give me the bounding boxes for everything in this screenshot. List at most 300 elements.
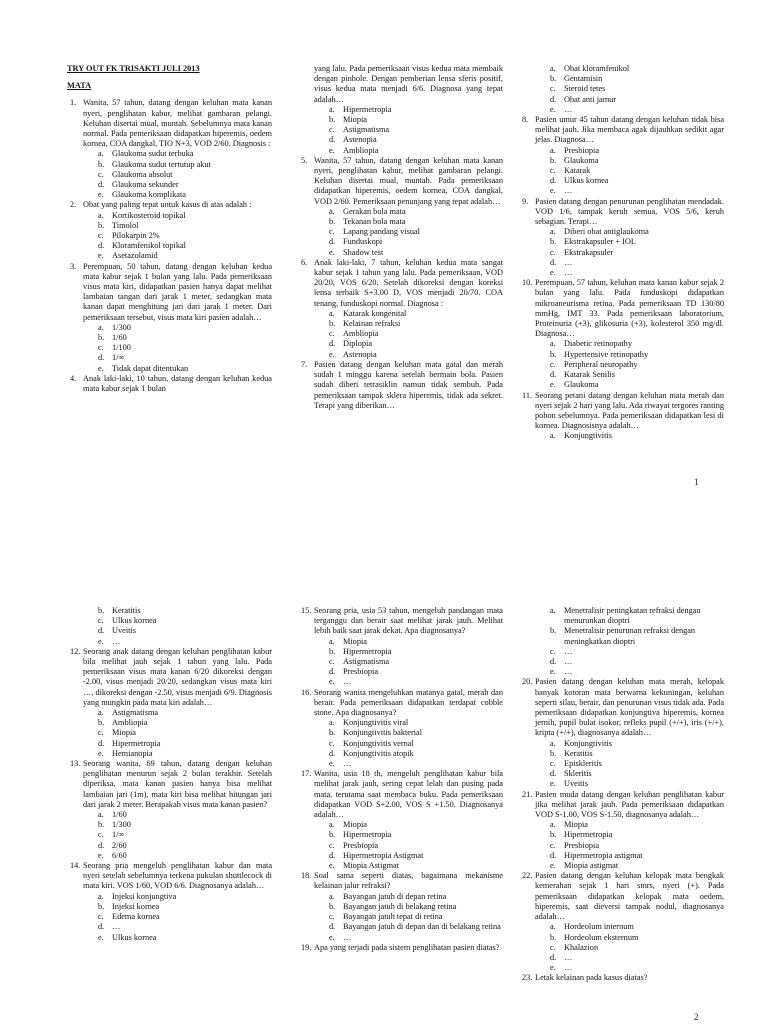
option-text: Miopia astigmat bbox=[564, 861, 619, 871]
option-text: Ekstrakapsuler bbox=[564, 247, 614, 257]
option-letter: c. bbox=[550, 759, 556, 769]
option-text: Miopia bbox=[343, 820, 367, 830]
option-letter: e. bbox=[98, 251, 104, 261]
option-text: 1/300 bbox=[112, 322, 131, 332]
option-letter: a. bbox=[550, 820, 556, 830]
option-text: Hemianopia bbox=[112, 748, 153, 758]
option-letter: a. bbox=[329, 820, 335, 830]
answer-option bbox=[550, 186, 724, 196]
option-text: Hipermetropia bbox=[564, 830, 613, 840]
option-text: … bbox=[564, 104, 573, 114]
option-letter: e. bbox=[550, 667, 556, 677]
option-letter: c. bbox=[550, 247, 556, 257]
answer-option bbox=[550, 166, 724, 176]
question-number: 14. bbox=[70, 861, 81, 871]
option-letter: b. bbox=[98, 820, 105, 830]
option-text: 1/60 bbox=[112, 333, 127, 343]
question-item bbox=[298, 769, 503, 871]
option-letter: d. bbox=[550, 657, 557, 667]
option-text: Konjungtivitis viral bbox=[343, 718, 409, 728]
option-text: Diberi obat antiglaukoma bbox=[564, 227, 649, 237]
answer-option bbox=[550, 943, 724, 953]
answer-option bbox=[329, 135, 503, 145]
answer-option bbox=[329, 350, 503, 360]
page1-column-2 bbox=[298, 64, 503, 411]
option-text: Hipermetropia bbox=[343, 646, 392, 656]
question-number: 5. bbox=[301, 155, 308, 165]
page2-column-1 bbox=[67, 606, 272, 943]
answer-option bbox=[329, 902, 503, 912]
option-letter: d. bbox=[329, 922, 336, 932]
answer-option bbox=[550, 769, 724, 779]
answer-option bbox=[98, 323, 272, 333]
answer-option bbox=[98, 160, 272, 170]
options-list bbox=[298, 718, 503, 769]
question-number: 11. bbox=[522, 390, 533, 400]
answer-option bbox=[550, 156, 724, 166]
option-text: Menetralisir penurunan refraksi dengan meningkatkan dioptri bbox=[564, 626, 696, 646]
question-item bbox=[519, 677, 724, 789]
option-text: 1/300 bbox=[112, 820, 131, 830]
question-text: Perempuan, 57 tahun, keluhan mata kanan kabur sejak 2 bulan yang lalu. Pada funduskopi didapatkan mikroaneurisma retina. Pada pemeriksaan TD 130/80 mmHg, IMT 33. Pada pemeriksaan laboratorium, Proteinuria (+3), glikosuria (+3), kolesterol 350 mg/dl. Diagnosa… bbox=[535, 278, 724, 339]
answer-option bbox=[329, 115, 503, 125]
answer-option bbox=[329, 922, 503, 932]
option-letter: c. bbox=[329, 329, 335, 339]
question-item bbox=[67, 374, 272, 394]
option-text: Miopia Astigmat bbox=[343, 861, 400, 871]
option-letter: b. bbox=[98, 718, 105, 728]
option-letter: c. bbox=[329, 125, 335, 135]
answer-option bbox=[550, 922, 724, 932]
option-letter: c. bbox=[329, 840, 335, 850]
answer-option bbox=[98, 353, 272, 363]
option-text: Steroid tetes bbox=[564, 84, 606, 94]
option-letter: a. bbox=[550, 738, 556, 748]
option-letter: a. bbox=[98, 210, 104, 220]
page2-column-3 bbox=[519, 606, 724, 984]
answer-option bbox=[329, 217, 503, 227]
answer-option bbox=[550, 657, 724, 667]
option-letter: e. bbox=[98, 850, 104, 860]
question-item bbox=[519, 871, 724, 973]
answer-option bbox=[98, 606, 272, 616]
option-text: Presbiopia bbox=[343, 667, 379, 677]
answer-option bbox=[98, 922, 272, 932]
question-text: Pasien datang dengan keluhan mata gatal dan merah sudah 1 minggu karena setelah bermain bola. Pasien sudah diberi tetrasiklin namun tidak sembuh. Pada pemeriksaan tampak sklera hiperemis, tidak ada sekret. Terapi yang diberikan… bbox=[314, 359, 503, 410]
question-number: 22. bbox=[522, 871, 533, 881]
option-letter: b. bbox=[550, 237, 557, 247]
option-letter: d. bbox=[329, 339, 336, 349]
answer-option bbox=[98, 149, 272, 159]
option-letter: d. bbox=[98, 922, 105, 932]
options-list bbox=[67, 211, 272, 262]
option-text: Glaukoma sekunder bbox=[112, 180, 179, 190]
answer-option bbox=[329, 933, 503, 943]
question-text: Wanita, usia 18 th, mengeluh penglihatan kabur bila melihat jarak jauh, sering cepat lelah dan pusing pada mata, terutama saat membaca buku. Pada pemeriksaan didapatkan VOD S+2.00, VOS S +1.50. Diagnosanya adalah… bbox=[314, 769, 503, 820]
question-text: Anak laki-laki, 7 tahun, keluhan kedua mata sangat kabur sejak 1 tahun yang lalu. Pada pemeriksaan, VOD 20/20, VOS 6/20. Setelah dikoreksi dengan koreksi lensa terbaik S+3.00 D, VOS menjadi 20/70. COA tenang, funduskopi normal. Diagnosa : bbox=[314, 257, 503, 308]
option-text: Glaukoma absolut bbox=[112, 169, 173, 179]
option-letter: e. bbox=[98, 190, 104, 200]
answer-option bbox=[550, 350, 724, 360]
options-list bbox=[519, 820, 724, 871]
question-item bbox=[298, 258, 503, 360]
question-item bbox=[519, 973, 724, 983]
question-text: Soal sama seperti diatas, bagaimana mekanisme kelainan jalur refraksi? bbox=[314, 871, 503, 891]
answer-option bbox=[329, 657, 503, 667]
answer-option bbox=[550, 841, 724, 851]
option-letter: d. bbox=[98, 353, 105, 363]
option-text: Menetralisir peningkatan refraksi dengan menurunkan dioptri bbox=[564, 606, 701, 626]
question-continuation: yang lalu. Pada pemeriksaan visus kedua mata membaik dengan pinhole. Dengan pemberian lensa sferis positif, visus kedua mata menjadi 6/6. Diagnosa yang tepat adalah… bbox=[314, 64, 503, 104]
options-list bbox=[67, 892, 272, 943]
option-text: Lapang pandang visual bbox=[343, 227, 420, 237]
answer-option bbox=[329, 105, 503, 115]
answer-option bbox=[329, 759, 503, 769]
answer-option bbox=[550, 933, 724, 943]
options-list bbox=[67, 708, 272, 759]
option-letter: a. bbox=[550, 606, 556, 615]
option-text: Hipermetropia bbox=[112, 738, 161, 748]
option-text: Timolol bbox=[112, 220, 139, 230]
option-text: Hipermetropia Astigmat bbox=[343, 850, 424, 860]
answer-option bbox=[329, 841, 503, 851]
answer-option bbox=[550, 84, 724, 94]
options-list bbox=[67, 149, 272, 200]
option-letter: e. bbox=[329, 759, 335, 769]
answer-option bbox=[550, 105, 724, 115]
page-number: 1 bbox=[694, 477, 699, 487]
question-text: Pasien datang dengan penurunan penglihatan mendadak. VOD 1/6, tampak keruh semua, VOS 5/6, keruh sebagian. Terapi… bbox=[535, 196, 724, 227]
question-text: Seorang wanita, 69 tahun, datang dengan keluhan penglihatan menurun sejak 2 bulan terakhir. Setelah diperiksa, mata kanan pasien hanya bisa melihat lambaian jari (1m), mata kiri bisa melihat hitungan jari dari jarak 2 meter. Berapakah visus mata kanan pasien? bbox=[83, 759, 272, 809]
answer-option bbox=[550, 146, 724, 156]
option-text: Konjungtivitis atopik bbox=[343, 748, 414, 758]
answer-option bbox=[98, 231, 272, 241]
option-text: Tekanan bola mata bbox=[343, 217, 406, 227]
options-list bbox=[519, 146, 724, 197]
option-text: Kloramfenikol topikal bbox=[112, 241, 186, 251]
question-item bbox=[298, 360, 503, 411]
document-title: TRY OUT FK TRISAKTI JULI 2013 bbox=[67, 64, 200, 73]
option-text: … bbox=[564, 268, 573, 278]
answer-option bbox=[98, 749, 272, 759]
option-text: Miopia bbox=[564, 820, 588, 830]
option-text: Keratitis bbox=[112, 606, 141, 615]
option-text: Obat anti jamur bbox=[564, 94, 617, 104]
options-list bbox=[519, 64, 724, 115]
option-letter: c. bbox=[98, 912, 104, 922]
question-text: Pasien datang dengan keluhan kelopak mata bengkak kemerahan sejak 1 hari smrs, nyeri (+). Pada pemeriksaan didapatkan kelopak mata oedem, hiperemis, saat dieversi tampak nodul, diagnosanya adalah… bbox=[535, 871, 724, 922]
answer-option bbox=[98, 364, 272, 374]
answer-option bbox=[98, 637, 272, 647]
option-letter: a. bbox=[550, 922, 556, 932]
answer-option bbox=[329, 718, 503, 728]
option-letter: b. bbox=[98, 901, 105, 911]
options-list bbox=[519, 339, 724, 390]
answer-option bbox=[329, 861, 503, 871]
option-text: Peripheral neuropathy bbox=[564, 359, 638, 369]
answer-option bbox=[98, 343, 272, 353]
option-text: Funduskopi bbox=[343, 237, 383, 247]
option-letter: a. bbox=[329, 206, 335, 216]
question-item bbox=[298, 606, 503, 688]
option-letter: d. bbox=[329, 667, 336, 677]
answer-option bbox=[98, 728, 272, 738]
question-number: 7. bbox=[301, 359, 308, 369]
option-letter: c. bbox=[98, 231, 104, 241]
question-number: 23. bbox=[522, 973, 533, 983]
question-list bbox=[67, 647, 272, 943]
answer-option bbox=[550, 74, 724, 84]
option-text: Ambliopia bbox=[343, 145, 379, 155]
answer-option bbox=[550, 830, 724, 840]
document-page-2 bbox=[0, 512, 768, 1024]
option-letter: c. bbox=[550, 840, 556, 850]
answer-option bbox=[329, 820, 503, 830]
option-letter: d. bbox=[98, 840, 105, 850]
answer-option bbox=[550, 606, 724, 626]
answer-option bbox=[329, 830, 503, 840]
question-number: 3. bbox=[70, 261, 77, 271]
answer-option bbox=[550, 759, 724, 769]
question-list bbox=[519, 677, 724, 983]
option-letter: b. bbox=[550, 74, 557, 84]
option-text: … bbox=[564, 646, 573, 656]
question-text: Wanita, 57 tahun, datang dengan keluhan mata kanan nyeri, penglihatan kabur, melihat gambaran pelangi. Keluhan disertai mual, muntah. Pada pemeriksaan didapatkan hiperemis, oedem kornea, COA dangkal, VOD 2/60. Pemeriksaan penunjang yang tepat adalah… bbox=[314, 155, 503, 206]
answer-option bbox=[329, 851, 503, 861]
page2-column-2 bbox=[298, 606, 503, 953]
option-text: Skleritis bbox=[564, 769, 592, 779]
question-number: 10. bbox=[522, 278, 533, 288]
answer-option bbox=[550, 667, 724, 677]
options-list bbox=[298, 637, 503, 688]
options-list bbox=[298, 207, 503, 258]
question-list bbox=[298, 156, 503, 411]
option-text: Astigmatisma bbox=[112, 708, 159, 718]
question-text: Seorang pria mengeluh penglihatan kabur dan mata nyeri setelah sebelumnya terkena pukulan shuttlecock di mata kiri. VOS 1/60, VOD 6/6. Diagnosanya adalah… bbox=[83, 861, 272, 891]
question-number: 12. bbox=[70, 646, 81, 656]
question-item bbox=[519, 391, 724, 442]
option-letter: b. bbox=[550, 748, 557, 758]
option-letter: d. bbox=[550, 850, 557, 860]
question-text: Anak laki-laki, 10 tahun, datang dengan keluhan kedua mata kabur sejak 1 bulan bbox=[83, 373, 272, 394]
option-text: Ambliopia bbox=[343, 329, 379, 339]
option-letter: e. bbox=[550, 861, 556, 871]
option-text: Shadow test bbox=[343, 247, 384, 257]
option-letter: d. bbox=[329, 135, 336, 145]
option-letter: d. bbox=[98, 241, 105, 251]
option-letter: d. bbox=[98, 738, 105, 748]
answer-option bbox=[98, 190, 272, 200]
option-text: Bayangan jatuh tepat di retina bbox=[343, 912, 443, 922]
option-letter: a. bbox=[329, 104, 335, 114]
option-letter: d. bbox=[98, 626, 105, 636]
option-text: Presbiopia bbox=[343, 840, 379, 850]
option-letter: c. bbox=[329, 227, 335, 237]
answer-option bbox=[550, 64, 724, 74]
question-text: Pasien umur 45 tahun datang dengan keluhan tidak bisa melihat jauh. Jika membaca agak dijauhkan sedikit agar jelas. Diagnosa… bbox=[535, 115, 724, 145]
answer-option bbox=[98, 892, 272, 902]
options-list bbox=[298, 892, 503, 943]
option-letter: e. bbox=[329, 145, 335, 155]
option-text: Uveitis bbox=[112, 626, 136, 636]
question-item bbox=[298, 871, 503, 942]
option-text: Glaukoma sudut terbuka bbox=[112, 149, 194, 159]
option-letter: b. bbox=[98, 159, 105, 169]
option-text: 6/60 bbox=[112, 850, 127, 860]
question-text: Seorang anak datang dengan keluhan penglihatan kabur bila melihat jauh sejak 1 tahun yang lalu. Pada pemeriksaan visus mata kanan 6/20 dikoreksi dengan -2.00, visus menjadi 20/20, sedangkan visus mata kiri …, dikoreksi dengan -2.50, visus menjadi 6/9. Diagnosis yang mungkin pada mata kiri adalah… bbox=[83, 646, 272, 707]
question-item bbox=[67, 262, 272, 374]
question-item bbox=[298, 943, 503, 953]
option-text: Ulkus kornea bbox=[564, 176, 609, 186]
answer-option bbox=[329, 146, 503, 156]
answer-option bbox=[98, 708, 272, 718]
options-list bbox=[67, 810, 272, 861]
option-letter: c. bbox=[329, 912, 335, 922]
option-letter: b. bbox=[550, 830, 557, 840]
option-letter: e. bbox=[98, 748, 104, 758]
option-letter: e. bbox=[550, 779, 556, 789]
option-text: … bbox=[112, 636, 121, 646]
option-letter: e. bbox=[550, 104, 556, 114]
answer-option bbox=[329, 749, 503, 759]
option-text: Astigmatisma bbox=[343, 125, 390, 135]
option-text: Edema kornea bbox=[112, 912, 160, 922]
option-letter: b. bbox=[329, 217, 336, 227]
section-heading: MATA bbox=[67, 81, 92, 91]
question-list bbox=[298, 606, 503, 953]
option-letter: a. bbox=[550, 431, 556, 441]
answer-option bbox=[98, 739, 272, 749]
option-letter: e. bbox=[550, 186, 556, 196]
option-letter: c. bbox=[550, 646, 556, 656]
question-item bbox=[298, 156, 503, 258]
question-item bbox=[519, 197, 724, 279]
question-item bbox=[519, 278, 724, 390]
option-letter: a. bbox=[329, 636, 335, 646]
option-text: Astenopia bbox=[343, 349, 377, 359]
option-text: Glaukoma bbox=[564, 155, 599, 165]
options-list bbox=[298, 309, 503, 360]
option-letter: b. bbox=[329, 646, 336, 656]
question-item bbox=[519, 790, 724, 872]
option-letter: c. bbox=[98, 169, 104, 179]
answer-option bbox=[550, 339, 724, 349]
option-text: Bayangan jatuh di belakang retina bbox=[343, 901, 457, 911]
option-text: Pilokarpin 2% bbox=[112, 231, 160, 241]
question-item bbox=[67, 861, 272, 943]
answer-option bbox=[98, 933, 272, 943]
page1-column-3 bbox=[519, 64, 724, 442]
answer-option bbox=[98, 626, 272, 636]
option-letter: e. bbox=[98, 636, 104, 646]
option-letter: b. bbox=[329, 115, 336, 125]
option-text: 1/∞ bbox=[112, 353, 125, 363]
question-text: Seorang wanita mengeluhkan matanya gatal, merah dan berair. Pada pemeriksaan didapatkan terdapat cobble stone. Apa diagnosanya? bbox=[314, 687, 503, 718]
option-text: Hipermetropia astigmat bbox=[564, 850, 643, 860]
question-number: 2. bbox=[70, 200, 77, 210]
option-text: Glaukoma bbox=[564, 380, 599, 390]
options-list bbox=[519, 739, 724, 790]
answer-option bbox=[98, 211, 272, 221]
option-text: Diabetic retinopathy bbox=[564, 339, 632, 349]
option-letter: a. bbox=[550, 227, 556, 237]
option-letter: a. bbox=[98, 810, 104, 820]
option-letter: d. bbox=[550, 94, 557, 104]
option-letter: e. bbox=[550, 380, 556, 390]
question-number: 16. bbox=[301, 687, 312, 697]
option-text: Khalazion bbox=[564, 942, 599, 952]
question-number: 4. bbox=[70, 373, 77, 383]
option-text: … bbox=[112, 922, 121, 932]
option-letter: e. bbox=[550, 268, 556, 278]
option-text: … bbox=[564, 186, 573, 196]
option-letter: c. bbox=[98, 830, 104, 840]
option-text: Diplopia bbox=[343, 339, 373, 349]
option-letter: e. bbox=[329, 932, 335, 942]
option-letter: e. bbox=[550, 963, 556, 973]
option-letter: a. bbox=[329, 718, 335, 728]
option-letter: a. bbox=[329, 891, 335, 901]
question-text: Wanita, 57 tahun, datang dengan keluhan mata kanan nyeri, penglihatan kabur, melihat gambaran pelangi. Keluhan disertai mual, muntah. Sebelumnya mata kanan normal. Pada pemeriksaan didapatkan hiperemis, oedem kornea, COA dangkal, TIO N+3, VOD 2/60. Diagnosis : bbox=[83, 98, 272, 149]
answer-option bbox=[550, 626, 724, 646]
option-text: Hordeolum internum bbox=[564, 922, 634, 932]
page-number: 2 bbox=[694, 1012, 699, 1022]
option-text: Hipermetropia bbox=[343, 830, 392, 840]
option-text: Miopia bbox=[112, 728, 136, 738]
option-text: … bbox=[343, 759, 352, 769]
option-text: Gentamisin bbox=[564, 74, 603, 84]
question-text: Obat yang paling tepat untuk kasus di atas adalah : bbox=[83, 200, 252, 210]
options-list bbox=[67, 323, 272, 374]
option-letter: e. bbox=[329, 349, 335, 359]
question-number: 18. bbox=[301, 871, 312, 881]
options-list bbox=[298, 105, 503, 156]
options-list bbox=[519, 227, 724, 278]
answer-option bbox=[329, 739, 503, 749]
option-text: … bbox=[564, 667, 573, 677]
option-text: 1/60 bbox=[112, 810, 127, 820]
question-item bbox=[67, 98, 272, 200]
question-item bbox=[298, 688, 503, 770]
option-text: Glaukoma sudut tertutup akut bbox=[112, 159, 211, 169]
option-text: Presbiopia bbox=[564, 145, 600, 155]
answer-option bbox=[329, 207, 503, 217]
option-letter: a. bbox=[98, 891, 104, 901]
option-text: … bbox=[564, 952, 573, 962]
answer-option bbox=[98, 333, 272, 343]
option-letter: b. bbox=[550, 932, 557, 942]
answer-option bbox=[550, 647, 724, 657]
option-letter: b. bbox=[550, 155, 557, 165]
option-text: Miopia bbox=[343, 115, 367, 125]
answer-option bbox=[550, 749, 724, 759]
question-item bbox=[67, 200, 272, 261]
option-letter: d. bbox=[98, 180, 105, 190]
answer-option bbox=[329, 227, 503, 237]
option-text: Miopia bbox=[343, 636, 367, 646]
option-text: Injeksi kornea bbox=[112, 901, 160, 911]
option-text: Konjungtivitis bbox=[564, 431, 612, 441]
page1-column-1 bbox=[67, 64, 272, 394]
question-list bbox=[519, 115, 724, 442]
question-list bbox=[67, 98, 272, 394]
option-text: Injeksi konjungtiva bbox=[112, 891, 177, 901]
option-letter: a. bbox=[550, 145, 556, 155]
option-letter: e. bbox=[329, 677, 335, 687]
option-letter: a. bbox=[98, 322, 104, 332]
question-number: 20. bbox=[522, 677, 533, 687]
option-text: Episkleritis bbox=[564, 759, 602, 769]
